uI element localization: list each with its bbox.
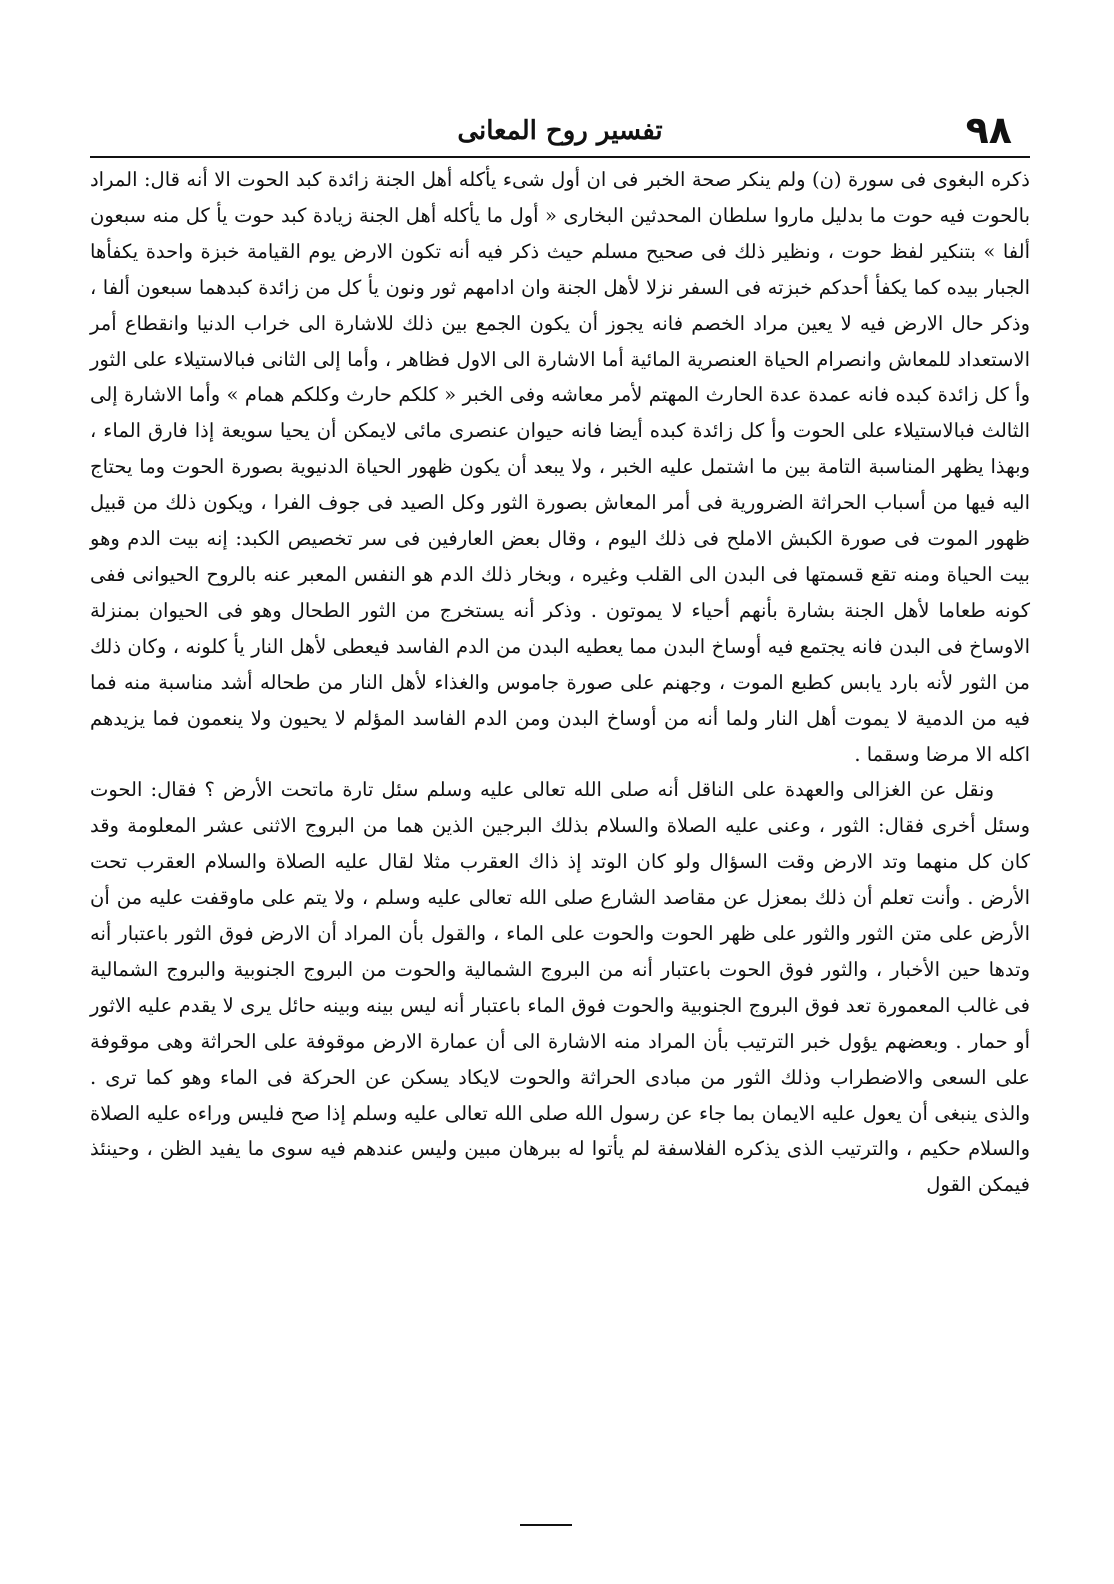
page-number: ٩٨ (965, 108, 1012, 152)
paragraph: ذكره البغوى فى سورة (ن) ولم ينكر صحة الخبر فى ان أول شىء يأكله أهل الجنة زائدة كبد الحوت الا أنه قال: المراد بالحوت فيه حوت ما بدليل ماروا سلطان المحدثين البخارى « أول ما يأكله أهل الجنة زيادة كبد حوت يأ كل منه سبعون ألفا » بتنكير لفظ حوت ، ونظير ذلك فى صحيح مسلم حيث ذكر فيه أنه تكون الارض يوم القيامة خبزة واحدة يكفأها الجبار بيده كما يكفأ أحدكم خبزته فى السفر نزلا لأهل الجنة وان ادامهم ثور ونون يأ كل من زائدة كبدهما سبعون ألفا ، وذكر حال الارض فيه لا يعين مراد الخصم فانه يجوز أن يكون الجمع بين ذلك للاشارة الى خراب الدنيا وانقطاع أمر الاستعداد للمعاش وانصرام الحياة العنصرية المائية أما الاشارة الى الاول فظاهر ، وأما إلى الثانى فبالاستيلاء على الثور وأ كل زائدة كبده فانه عمدة عدة الحارث المهتم لأمر معاشه وفى الخبر « كلكم حارث وكلكم همام » وأما الاشارة إلى الثالث فبالاستيلاء على الحوت وأ كل زائدة كبده أيضا فانه حيوان عنصرى مائى لايمكن أن يحيا سويعة إذا فارق الماء ، وبهذا يظهر المناسبة التامة بين ما اشتمل عليه الخبر ، ولا يبعد أن يكون ظهور الحياة الدنيوية بصورة الحوت وما يحتاج اليه فيها من أسباب الحراثة الضرورية فى أمر المعاش بصورة الثور وكل الصيد فى جوف الفرا ، ويكون ذلك من قبيل ظهور الموت فى صورة الكبش الاملح فى ذلك اليوم ، وقال بعض العارفين فى سر تخصيص الكبد: إنه بيت الدم وهو بيت الحياة ومنه تقع قسمتها فى البدن الى القلب وغيره ، وبخار ذلك الدم هو النفس المعبر عنه بالروح الحيوانى ففى كونه طعاما لأهل الجنة بشارة بأنهم أحياء لا يموتون . وذكر أنه يستخرج من الثور الطحال وهو فى الحيوان بمنزلة الاوساخ فى البدن فانه يجتمع فيه أوساخ البدن مما يعطيه البدن من الدم الفاسد فيعطى لأهل النار يأ كلونه ، وكان ذلك من الثور لأنه بارد يابس كطبع الموت ، وجهنم على صورة جاموس والغذاء لأهل النار من طحاله أشد مناسبة منه فما فيه من الدمية لا يموت أهل النار ولما أنه من أوساخ البدن ومن الدم الفاسد المؤلم لا يحيون ولا ينعمون فما يزيدهم اكله الا مرضا وسقما . (90, 168, 1030, 766)
paragraph: ونقل عن الغزالى والعهدة على الناقل أنه صلى الله تعالى عليه وسلم سئل تارة ماتحت الأرض ؟ فقال: الحوت وسئل أخرى فقال: الثور ، وعنى عليه الصلاة والسلام بذلك البرجين الذين هما من البروج الاثنى عشر المعلومة وقد كان كل منهما وتد الارض وقت السؤال ولو كان الوتد إذ ذاك العقرب مثلا لقال عليه الصلاة والسلام العقرب تحت الأرض . وأنت تعلم أن ذلك بمعزل عن مقاصد الشارع صلى الله تعالى عليه وسلم ، ولا يتم على ماوقفت عليه من أن الأرض على متن الثور والثور على ظهر الحوت والحوت على الماء ، والقول بأن المراد أن الارض فوق الثور باعتبار أنه وتدها حين الأخبار ، والثور فوق الحوت باعتبار أنه من البروج الشمالية والحوت من البروج الجنوبية والبروج الشمالية فى غالب المعمورة تعد فوق البروج الجنوبية والحوت فوق الماء باعتبار أنه ليس بينه وبينه حائل يرى لا يقدم عليه الاثور أو حمار . وبعضهم يؤول خبر الترتيب بأن المراد منه الاشارة الى أن عمارة الارض موقوفة على الحراثة وهى موقوفة على السعى والاضطراب وذلك الثور من مبادى الحراثة والحوت لايكاد يسكن عن الحركة فى الماء وهو كما ترى . والذى ينبغى أن يعول عليه الايمان بما جاء عن رسول الله صلى الله تعالى عليه وسلم إذا صح فليس وراءه عليه الصلاة والسلام حكيم ، والترتيب الذى يذكره الفلاسفة لم يأتوا له ببرهان مبين وليس عندهم فيه سوى ما يفيد الظن ، وحينئذ فيمكن القول (90, 778, 1030, 1197)
page-header (90, 100, 1030, 156)
footer-rule (520, 1524, 572, 1526)
running-title: تفسير روح المعانى (457, 116, 663, 146)
book-page (90, 100, 1030, 1520)
header-rule (90, 156, 1030, 158)
page-body (90, 162, 1030, 1203)
